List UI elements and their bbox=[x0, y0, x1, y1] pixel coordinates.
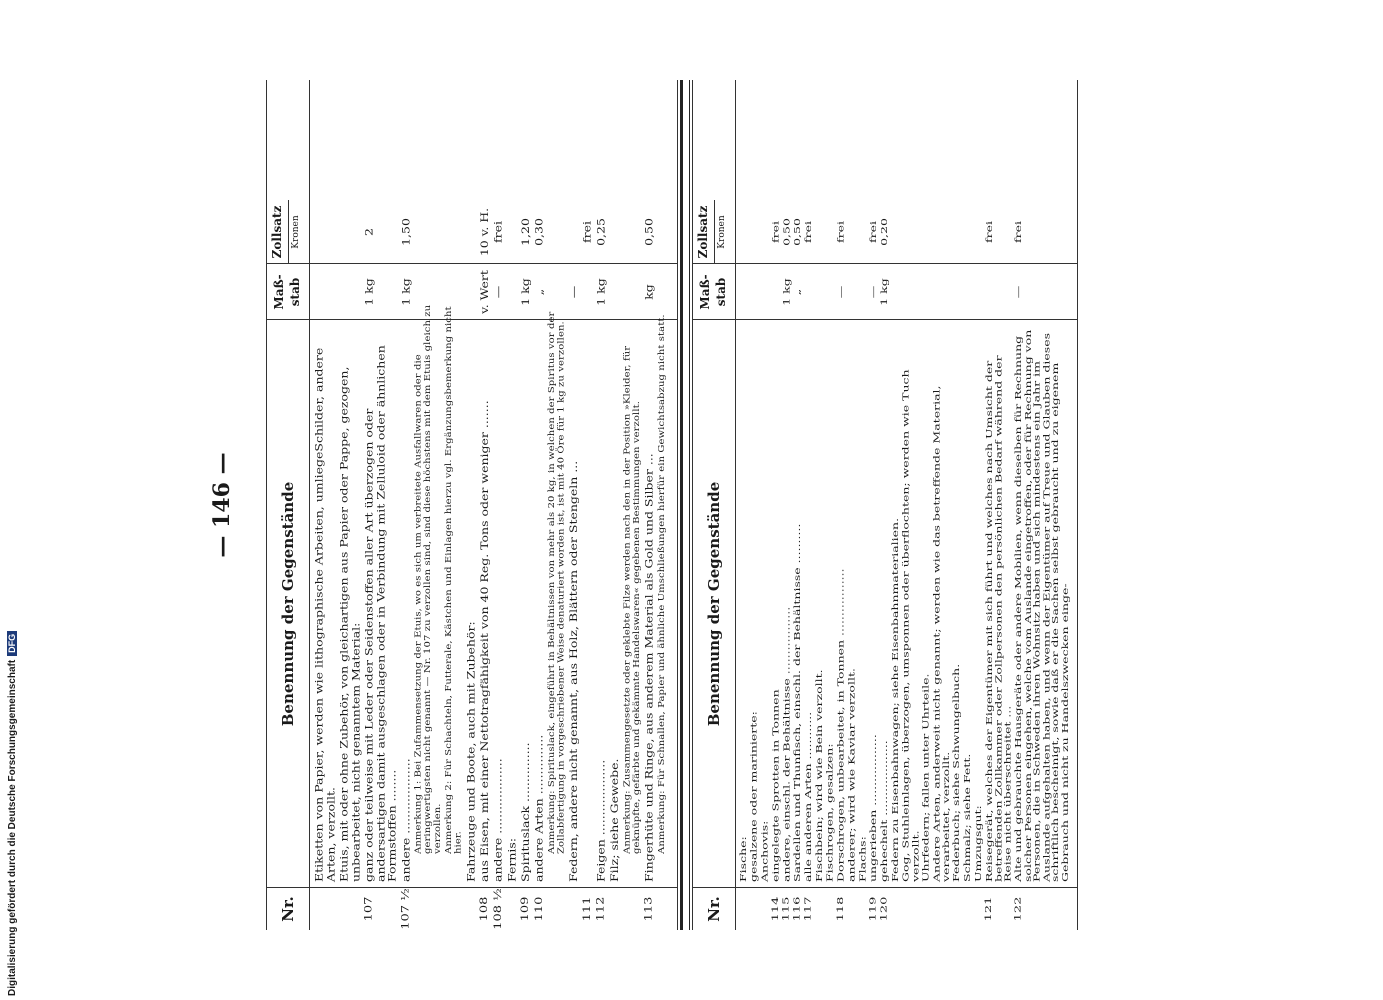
cell-duty: frei bbox=[581, 221, 594, 243]
cell-text: Gog, Stuhleinlagen, überzogen, umsponnen oder überflochten; werden wie Tuch verzollt. bbox=[901, 369, 920, 882]
cell-text: Etiketten von Papier, werden wie lithographische Arbeiten, umliegeSchilder, andere Arten, verzollt. bbox=[313, 347, 337, 882]
cell-text: Fahrzeuge und Boote, auch mit Zubehör: bbox=[464, 621, 477, 882]
cell-unit: 1 kg bbox=[594, 278, 607, 306]
table-row bbox=[364, 200, 399, 930]
cell-duty: 1,50 bbox=[399, 218, 412, 246]
table-left bbox=[266, 80, 678, 930]
cell-text: Feigen ................... bbox=[594, 759, 607, 882]
cell-unit: — bbox=[868, 285, 879, 299]
table-row bbox=[466, 200, 478, 930]
dfg-logo: DFG bbox=[7, 631, 17, 656]
cell-text: Anmerkung 1: Bei Zufammensetzung der Etuis, wo es sich um verbreitete Ausfallwaren oder die geringwertigsten nicht genannt — Nr. 107 zu verzollen sind, sind diese höchstens mit dem Etuis gleich zu verzollen. bbox=[414, 304, 443, 854]
digitization-credit bbox=[4, 576, 20, 996]
table-row bbox=[547, 200, 566, 930]
header-duty bbox=[267, 200, 312, 264]
table-row bbox=[815, 200, 825, 930]
cell-duty: frei bbox=[492, 221, 505, 243]
cell-unit: — bbox=[492, 285, 505, 299]
cell-nr: 118 bbox=[835, 896, 846, 922]
cell-nr: 116 bbox=[792, 896, 803, 922]
header-unit: Maß-stab bbox=[693, 263, 739, 320]
cell-duty: frei bbox=[770, 221, 781, 243]
table-row bbox=[826, 200, 836, 930]
cell-duty: 0,50 bbox=[781, 218, 792, 246]
cell-unit: „ bbox=[792, 288, 803, 296]
cell-unit: „ bbox=[532, 288, 545, 296]
table-row bbox=[880, 200, 890, 930]
table-row bbox=[401, 200, 413, 930]
cell-unit: v. Wert bbox=[478, 270, 491, 314]
cell-text: Anchovis: bbox=[759, 820, 770, 882]
cell-unit: 1 kg bbox=[519, 278, 532, 306]
table-row bbox=[339, 200, 362, 930]
cell-duty: 1,20 bbox=[519, 218, 532, 246]
table-row bbox=[869, 200, 879, 930]
cell-duty: 10 v. H. bbox=[478, 207, 491, 257]
cell-text: alle anderen Arten ............ bbox=[803, 711, 813, 882]
cell-nr: 109 bbox=[519, 896, 532, 922]
cell-nr: 113 bbox=[642, 896, 655, 922]
table-row bbox=[657, 200, 669, 930]
header-duty-sub: Kronen bbox=[288, 200, 303, 264]
table-row bbox=[952, 200, 962, 930]
cell-text: aus Eisen, mit einer Nettotragfähigkeit von 40 Reg. Tons oder weniger ....... bbox=[478, 400, 491, 882]
table-header bbox=[693, 80, 736, 930]
cell-duty: frei bbox=[803, 221, 813, 243]
header-duty-sub: Kronen bbox=[714, 200, 729, 264]
table-row bbox=[445, 200, 464, 930]
cell-text: Schmalz; siehe Fett. bbox=[962, 753, 972, 882]
table-row bbox=[479, 200, 491, 930]
header-nr: Nr. bbox=[267, 887, 309, 930]
table-row bbox=[534, 200, 546, 930]
cell-duty: frei bbox=[1013, 221, 1024, 243]
table-row bbox=[493, 200, 505, 930]
cell-nr: 108 ½ bbox=[492, 888, 505, 930]
cell-text: Dorschrogen, unbearbeitet, in Tonnen ................. bbox=[835, 568, 846, 882]
cell-duty: 2 bbox=[362, 228, 375, 236]
table-row bbox=[922, 200, 932, 930]
table-row bbox=[750, 200, 760, 930]
cell-text: Federn, andere nicht genannt, aus Holz, Blättern oder Stengeln ... bbox=[567, 460, 580, 882]
table-row bbox=[932, 200, 951, 930]
cell-unit: — bbox=[835, 285, 846, 299]
table-row bbox=[314, 200, 337, 930]
table-row bbox=[891, 200, 901, 930]
table-row bbox=[596, 200, 608, 930]
digitization-text: Digitalisierung gefördert durch die Deutsche Forschungsgemeinschaft bbox=[7, 659, 18, 996]
header-name: Benennung der Gegenstände bbox=[267, 319, 309, 888]
cell-text: Uhrfedern; fallen unter Uhrteile. bbox=[920, 673, 931, 882]
header-duty-label: Zollsatz bbox=[270, 205, 284, 259]
cell-unit: 1 kg bbox=[879, 278, 889, 306]
page-number: — 146 — bbox=[209, 452, 235, 558]
cell-text: Fischrogen, gesalzen: bbox=[825, 743, 835, 882]
cell-text: eingelegte Sprotten in Tonnen bbox=[770, 689, 781, 882]
cell-duty: 0,25 bbox=[594, 218, 607, 246]
cell-text: Anmerkung: Für Schnallen, Papier und ähnliche Umschließungen hierfür ein Gewichtsabzug nicht statt. bbox=[657, 314, 667, 854]
cell-text: Anmerkung: Zusammengesetzte oder geklebte Filze werden nach den in der Position »Kleider, für geknüpfte, gefärbte und gekämmte Handelswaren« gegebenen Bestimmungen verzollt. bbox=[622, 345, 642, 854]
cell-unit: kg bbox=[642, 284, 655, 300]
header-unit: Maß-stab bbox=[267, 263, 313, 320]
double-rule-divider bbox=[680, 80, 690, 930]
cell-text: Fernis: bbox=[505, 837, 518, 882]
header-duty bbox=[693, 200, 738, 264]
table-row bbox=[1014, 200, 1070, 930]
cell-duty: frei bbox=[984, 221, 994, 243]
cell-text: Fische: bbox=[738, 836, 748, 882]
cell-text: Fingerhüte und Ringe, aus anderem Material als Gold und Silber ... bbox=[642, 453, 655, 882]
table-row bbox=[506, 200, 518, 930]
rotated-content bbox=[196, 80, 1226, 930]
cell-unit: 1 kg bbox=[399, 278, 412, 306]
cell-duty: 0,50 bbox=[792, 218, 803, 246]
table-row bbox=[804, 200, 814, 930]
table-row bbox=[847, 200, 857, 930]
cell-nr: 115 bbox=[781, 896, 792, 922]
cell-nr: 111 bbox=[581, 896, 594, 922]
table-row bbox=[985, 200, 1013, 930]
cell-duty: 0,50 bbox=[642, 218, 655, 246]
cell-text: ganz oder teilweise mit Leder oder Seidenstoffen aller Art überzogen oder andersartigen damit ausgeschlagen oder in Verbindung mit Zelluloid oder ähnlichen Formstoffen ........ bbox=[362, 345, 399, 882]
cell-text: Fischbein; wird wie Bein verzollt. bbox=[814, 669, 824, 882]
table-row bbox=[609, 200, 621, 930]
cell-text: ungerieben .................. bbox=[868, 734, 879, 882]
cell-text: Anmerkung 2: Für Schachteln, Futterale, Kästchen und Einlagen hierzu vgl. Ergänzungsbemerkung nicht hier. bbox=[444, 306, 464, 854]
cell-duty: frei bbox=[868, 221, 879, 243]
table-row bbox=[761, 200, 771, 930]
cell-text: Spirituslack ............... bbox=[519, 742, 532, 882]
table-row bbox=[782, 200, 792, 930]
cell-unit: — bbox=[567, 285, 580, 299]
table-row bbox=[858, 200, 868, 930]
cell-text: andere, einschl. der Behältnisse ................. bbox=[781, 606, 792, 882]
cell-text: Filz; siehe Gewebe. bbox=[608, 758, 621, 882]
table-right bbox=[692, 80, 1078, 930]
cell-text: Etuis, mit oder ohne Zubehör, von gleichartigen aus Papier oder Pappe, gezogen, unbearbeitet, nicht genanntem Material: bbox=[337, 366, 362, 882]
cell-unit: — bbox=[1013, 285, 1024, 299]
table-row bbox=[837, 200, 847, 930]
table-header bbox=[267, 80, 310, 930]
table-row bbox=[902, 200, 921, 930]
header-name: Benennung der Gegenstände bbox=[693, 319, 735, 888]
cell-text: Federbuch; siehe Schwungelbuch. bbox=[951, 663, 962, 882]
cell-nr: 121 bbox=[984, 896, 994, 922]
table-row bbox=[568, 200, 580, 930]
cell-text: anderer; wird wie Kaviar verzollt. bbox=[846, 668, 857, 882]
cell-text: Alte und gebrauchte Hausgeräte oder andere Mobilien, wenn dieselben für Rechnung solcher Personen eingehen, welche vom Auslande eingetroffen, oder für Rechnung von Personen, die in Schweden ihren Wohnsitz haben und sich mindestens ein Jahr im Auslande aufgehalten haben, und wenn der Eigentümer auf Treue und Glauben dieses schriftlich bescheinigt, sowie daß er die Sachen selbst gebraucht und zu eigenem Gebrauch und nicht zu Handelszwecken einge- bbox=[1013, 329, 1070, 882]
cell-text: andere ................... bbox=[399, 758, 412, 882]
cell-text: gehechelt ................... bbox=[879, 740, 889, 882]
cell-nr: 107 bbox=[362, 896, 375, 922]
cell-nr: 120 bbox=[879, 896, 889, 922]
cell-text: Andere Arten, anderweit nicht genannt; werden wie das betreffende Material, verarbeitet, verzollt. bbox=[931, 385, 951, 882]
cell-text: Federn zu Eisenbahnwagen; siehe Eisenbahnmaterialien. bbox=[890, 517, 900, 882]
cell-nr: 110 bbox=[532, 896, 545, 922]
cell-text: Anmerkung: Spirituslack, eingeführt in Behältnissen von mehr als 20 kg, in welchen der Spiritus vor der Zollabfertigung in vorgeschriebener Weise denaturiert worden ist, ist mit 40 Öre für 1 kg zu verzollen. bbox=[547, 311, 566, 854]
cell-nr: 117 bbox=[803, 896, 813, 922]
table-row bbox=[644, 200, 656, 930]
table-row bbox=[963, 200, 973, 930]
table-row bbox=[793, 200, 803, 930]
cell-nr: 114 bbox=[770, 896, 781, 922]
table-row bbox=[582, 200, 594, 930]
table-row bbox=[739, 200, 749, 930]
table-row bbox=[414, 200, 443, 930]
table-row bbox=[771, 200, 781, 930]
cell-duty: frei bbox=[835, 221, 846, 243]
cell-text: Reisegerät, welches der Eigentümer mit sich führt und welches nach Umsicht der betreffenden Zollkammer oder Zollpersonen den persönlichen Bedarf während der Reise nicht überschreitet ... bbox=[984, 355, 1013, 882]
table-row bbox=[520, 200, 532, 930]
cell-text: Sardellen und Thunfisch, einschl. der Behältnisse .......... bbox=[792, 523, 803, 882]
table-row bbox=[623, 200, 642, 930]
cell-nr: 107 ½ bbox=[399, 888, 412, 930]
cell-text: Flachs: bbox=[857, 836, 868, 882]
table-row bbox=[974, 200, 984, 930]
cell-text: gesalzene oder marinierte: bbox=[749, 711, 759, 882]
cell-unit: 1 kg bbox=[781, 278, 792, 306]
header-duty-label: Zollsatz bbox=[696, 205, 710, 259]
cell-nr: 112 bbox=[594, 896, 607, 922]
cell-text: Umzugsgut: bbox=[973, 805, 983, 882]
cell-duty: 0,30 bbox=[532, 218, 545, 246]
cell-nr: 122 bbox=[1013, 896, 1024, 922]
cell-nr: 108 bbox=[478, 896, 491, 922]
cell-unit: 1 kg bbox=[362, 278, 375, 306]
cell-nr: 119 bbox=[868, 896, 879, 922]
cell-text: andere Arten ............... bbox=[532, 734, 545, 882]
header-nr: Nr. bbox=[693, 887, 735, 930]
cell-text: andere ................... bbox=[492, 758, 505, 882]
cell-duty: 0,20 bbox=[879, 218, 889, 246]
